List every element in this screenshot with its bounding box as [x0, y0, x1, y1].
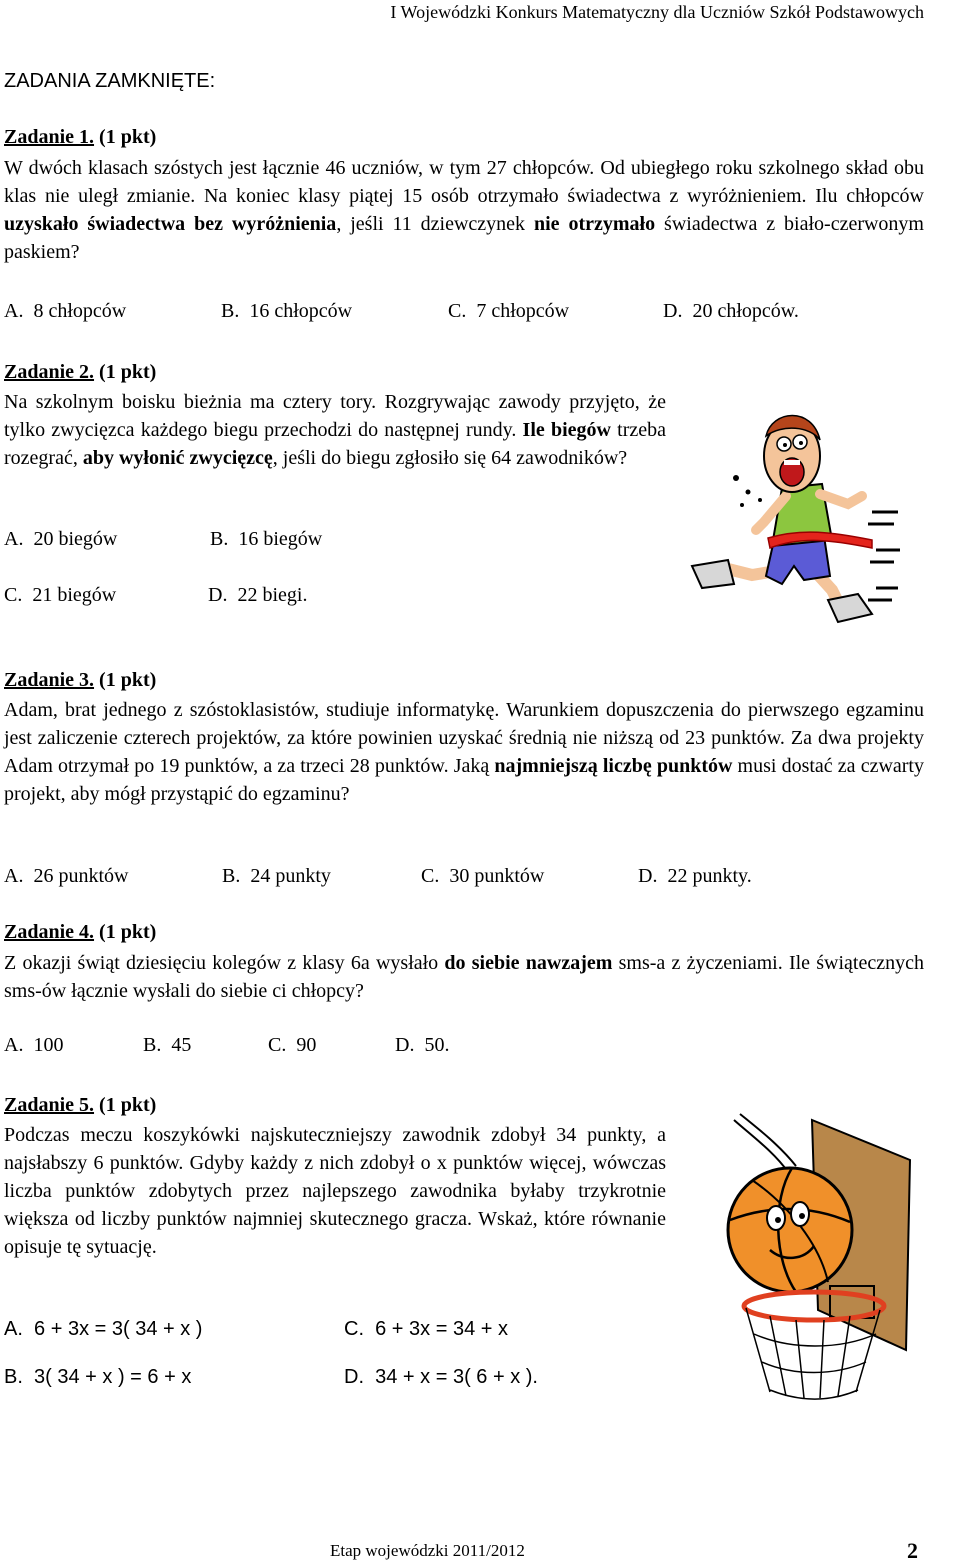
task-2-text-run: , jeśli do biegu zgłosiło się 64 zawodników? — [272, 447, 628, 469]
task-1-option-c: C. 7 chłopców — [448, 300, 570, 322]
task-1-number: Zadanie 1. — [4, 126, 95, 148]
task-2-option-b: B. 16 biegów — [210, 528, 323, 550]
section-title: ZADANIA ZAMKNIĘTE: — [4, 70, 216, 92]
task-5-option-d: D. 34 + x = 3( 6 + x ). — [344, 1366, 538, 1388]
task-3-option-d: D. 22 punkty. — [638, 865, 752, 887]
task-3-option-a: A. 26 punktów — [4, 865, 129, 887]
task-4-option-c: C. 90 — [268, 1034, 317, 1056]
task-1-text-run: świadectwa z biało-czerwonym paskiem? — [4, 213, 924, 263]
basketball-illustration — [700, 1110, 920, 1410]
runner-illustration — [672, 400, 904, 632]
task-3-title — [4, 669, 156, 692]
task-1-text-run: nie otrzymało — [533, 213, 656, 235]
task-4-option-d: D. 50. — [395, 1034, 450, 1056]
task-1-option-d: D. 20 chłopców. — [663, 300, 799, 322]
task-3-option-c: C. 30 punktów — [421, 865, 545, 887]
task-2-text-run: aby wyłonić zwycięzcę — [82, 447, 273, 469]
task-3-number: Zadanie 3. — [4, 669, 95, 691]
task-3-option-b: B. 24 punkty — [222, 865, 331, 887]
task-4-text-run: do siebie nawzajem — [444, 952, 613, 974]
task-1-text — [4, 154, 924, 266]
task-3-text-run: najmniejszą liczbę punktów — [494, 755, 733, 777]
task-4-number: Zadanie 4. — [4, 921, 95, 943]
task-1-points: (1 pkt) — [99, 126, 157, 148]
task-2-points: (1 pkt) — [99, 361, 157, 383]
task-3-text-run: Adam, brat jednego z szóstoklasistów, studiuje informatykę. Warunkiem dopuszczenia do pierwszego egzaminu jest zaliczenie czterech projektów, za które powinien uzyskać średnią nie niższą od 23 punktów. Za dwa projekty Adam otrzymał po 19 punktów, a za trzeci 28 punktów. Jaką — [4, 699, 924, 777]
task-2-text — [4, 388, 666, 472]
task-4-option-a: A. 100 — [4, 1034, 64, 1056]
running-header: I Wojewódzki Konkurs Matematyczny dla Uczniów Szkół Podstawowych — [390, 2, 924, 22]
task-5-title — [4, 1094, 156, 1117]
task-4-text-run: Z okazji świąt dziesięciu kolegów z klasy 6a wysłało — [4, 952, 445, 974]
task-1-option-a: A. 8 chłopców — [4, 300, 127, 322]
task-2-text-run: Na szkolnym boisku bieżnia ma cztery tory. Rozgrywając zawody przyjęto, że tylko zwycięzca każdego biegu przechodzi do następnej rundy. — [4, 391, 666, 441]
task-1-text-run: uzyskało świadectwa bez wyróżnienia — [4, 213, 337, 235]
task-2-text-run: trzeba rozegrać, — [4, 419, 666, 469]
task-1-title — [4, 126, 156, 149]
task-5-option-b: B. 3( 34 + x ) = 6 + x — [4, 1366, 192, 1388]
task-2-option-d: D. 22 biegi. — [208, 584, 308, 606]
task-5-text-run: Podczas meczu koszykówki najskuteczniejszy zawodnik zdobył 34 punkty, a najsłabszy 6 punktów. Gdyby każdy z nich zdobył o x punktów więcej, wówczas liczba punktów zdobytych przez najlepszego zawodnika byłaby trzykrotnie większa od liczby punktów najmniej skutecznego gracza. Wskaż, które równanie opisuje tę sytuację. — [4, 1124, 666, 1258]
task-4-points: (1 pkt) — [99, 921, 157, 943]
task-5-points: (1 pkt) — [99, 1094, 157, 1116]
task-4-title — [4, 921, 156, 944]
task-2-title — [4, 361, 156, 384]
task-1-text-run: W dwóch klasach szóstych jest łącznie 46 uczniów, w tym 27 chłopców. Od ubiegłego roku szkolnego skład obu klas nie uległ zmianie. Na koniec klasy piątej 15 osób otrzymało świadectwa z wyróżnieniem. Ilu chłopców — [4, 157, 924, 207]
task-5-option-c: C. 6 + 3x = 34 + x — [344, 1318, 508, 1340]
footer-text: Etap wojewódzki 2011/2012 — [330, 1541, 525, 1560]
task-3-points: (1 pkt) — [99, 669, 157, 691]
task-1-text-run: , jeśli 11 dziewczynek — [336, 213, 534, 235]
task-2-number: Zadanie 2. — [4, 361, 95, 383]
task-1-option-b: B. 16 chłopców — [221, 300, 353, 322]
task-5-number: Zadanie 5. — [4, 1094, 95, 1116]
task-5-option-a: A. 6 + 3x = 3( 34 + x ) — [4, 1318, 203, 1340]
task-3-text-run: musi dostać za czwarty projekt, aby mógł przystąpić do egzaminu? — [4, 755, 924, 805]
page-number: 2 — [907, 1538, 918, 1563]
task-3-text — [4, 696, 924, 808]
task-2-option-c: C. 21 biegów — [4, 584, 117, 606]
task-4-text — [4, 949, 924, 1005]
task-4-text-run: sms-a z życzeniami. Ile świątecznych sms-ów łącznie wysłali do siebie ci chłopcy? — [4, 952, 924, 1002]
task-5-text — [4, 1121, 666, 1261]
task-2-option-a: A. 20 biegów — [4, 528, 118, 550]
task-4-option-b: B. 45 — [143, 1034, 192, 1056]
task-2-text-run: Ile biegów — [522, 419, 611, 441]
